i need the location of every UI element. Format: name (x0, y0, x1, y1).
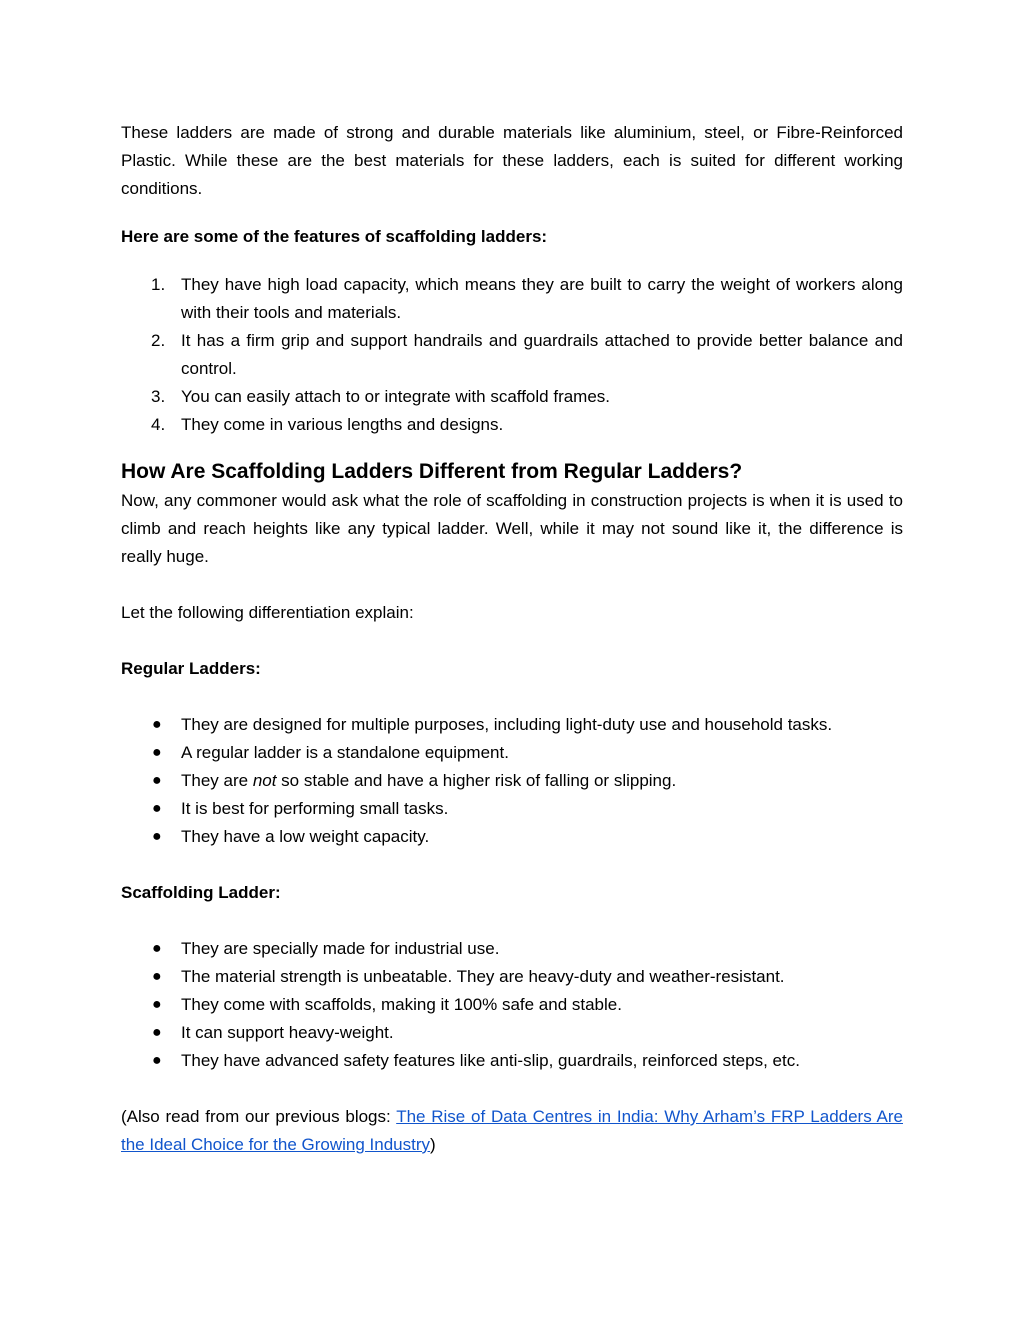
list-item-text: They have high load capacity, which means they are built to carry the weight of workers along with their tools and materials. (181, 275, 903, 322)
bullet-icon: ● (152, 828, 162, 845)
section-heading: How Are Scaffolding Ladders Different from Regular Ladders? (121, 460, 743, 483)
list-item-text: It is best for performing small tasks. (181, 799, 449, 818)
bullet-icon: ● (152, 996, 162, 1013)
bullet-icon: ● (152, 1052, 162, 1069)
scaffolding-ladder-list (121, 935, 903, 1075)
list-item-text: It can support heavy-weight. (181, 1023, 394, 1042)
list-number: 3. (151, 387, 166, 406)
list-item-text: They come with scaffolds, making it 100% safe and stable. (181, 995, 622, 1014)
list-item-text: They have advanced safety features like anti-slip, guardrails, reinforced steps, etc. (181, 1051, 800, 1070)
bullet-icon: ● (152, 744, 162, 761)
regular-ladders-list (121, 711, 903, 851)
list-item (121, 963, 903, 991)
list-item (121, 711, 903, 739)
document-page (121, 119, 903, 1159)
also-read-paragraph (121, 1103, 903, 1159)
bullet-icon: ● (152, 968, 162, 985)
list-item-text-end: so stable and have a higher risk of falling or slipping. (276, 771, 677, 790)
intro-paragraph: These ladders are made of strong and durable materials like aluminium, steel, or Fibre-Reinforced Plastic. While these are the best materials for these ladders, each is suited for different working conditions. (121, 123, 903, 198)
also-read-prefix: (Also read from our previous blogs: (121, 1107, 397, 1126)
list-item (121, 1019, 903, 1047)
bullet-icon: ● (152, 1024, 162, 1041)
emphasis-text: not (252, 771, 277, 790)
bullet-icon: ● (152, 800, 162, 817)
list-item (121, 383, 903, 411)
differentiation-lead: Let the following differentiation explain: (121, 603, 414, 622)
list-item-text: You can easily attach to or integrate with scaffold frames. (181, 387, 611, 406)
bullet-icon: ● (152, 772, 162, 789)
regular-ladders-heading: Regular Ladders: (121, 659, 261, 678)
list-item-text: A regular ladder is a standalone equipment. (181, 743, 509, 762)
scaffolding-ladder-heading: Scaffolding Ladder: (121, 883, 281, 902)
difference-paragraph: Now, any commoner would ask what the role of scaffolding in construction projects is when it is used to climb and reach heights like any typical ladder. Well, while it may not sound like it, the difference is really huge. (121, 491, 903, 566)
list-item (121, 739, 903, 767)
list-item (121, 327, 903, 383)
bullet-icon: ● (152, 716, 162, 733)
list-item (121, 795, 903, 823)
features-heading: Here are some of the features of scaffolding ladders: (121, 227, 548, 246)
list-number: 4. (151, 415, 166, 434)
list-item-text: It has a firm grip and support handrails and guardrails attached to provide better balance and control. (181, 331, 903, 378)
also-read-suffix: ) (430, 1135, 436, 1154)
list-item (121, 1047, 903, 1075)
list-item (121, 271, 903, 327)
list-item-text: They have a low weight capacity. (181, 827, 430, 846)
list-item-text-start: They are (181, 771, 253, 790)
list-item (121, 935, 903, 963)
list-item (121, 411, 903, 439)
list-item-text: They are designed for multiple purposes, including light-duty use and household tasks. (181, 715, 833, 734)
list-item (121, 767, 903, 795)
list-number: 2. (151, 331, 166, 350)
bullet-icon: ● (152, 940, 162, 957)
list-item-text: They come in various lengths and designs. (181, 415, 504, 434)
list-number: 1. (151, 275, 166, 294)
features-list (121, 271, 903, 439)
blog-link[interactable]: The Rise of Data Centres in India: Why Arham’s FRP Ladders Are the Ideal Choice for the Growing Industry (121, 1107, 903, 1154)
list-item (121, 991, 903, 1019)
list-item (121, 823, 903, 851)
list-item-text: The material strength is unbeatable. They are heavy-duty and weather-resistant. (181, 967, 785, 986)
list-item-text: They are specially made for industrial use. (181, 939, 500, 958)
